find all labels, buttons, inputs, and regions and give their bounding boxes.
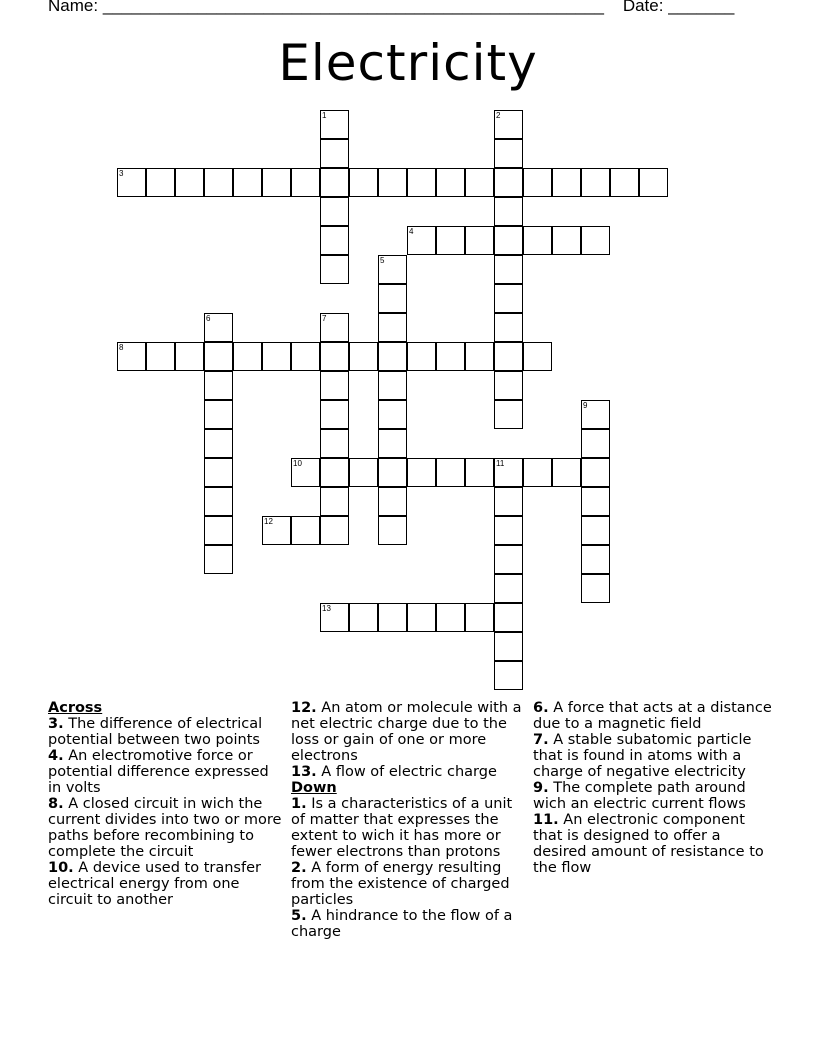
cell-number: 9 [583, 401, 588, 410]
clue-across-12 [291, 700, 529, 764]
grid-cell[interactable] [436, 603, 465, 632]
grid-cell[interactable] [378, 487, 407, 516]
clue-number: 6. [533, 700, 549, 716]
grid-cell[interactable] [436, 226, 465, 255]
page-title: Electricity [278, 34, 538, 92]
grid-cell[interactable] [407, 603, 436, 632]
grid-cell[interactable] [320, 197, 349, 226]
grid-cell[interactable] [494, 632, 523, 661]
grid-cell[interactable] [378, 603, 407, 632]
clue-text: The difference of electrical potential between two points [48, 716, 263, 748]
clue-down-5 [291, 908, 529, 940]
grid-cell[interactable] [233, 168, 262, 197]
grid-cell[interactable] [117, 342, 146, 371]
grid-cell[interactable] [494, 110, 523, 139]
grid-cell[interactable] [320, 139, 349, 168]
grid-cell[interactable] [175, 342, 204, 371]
clue-text: A flow of electric charge [321, 764, 497, 780]
cell-number: 7 [322, 314, 327, 323]
cell-number: 4 [409, 227, 414, 236]
cell-number: 2 [496, 111, 501, 120]
grid-cell[interactable] [378, 371, 407, 400]
grid-cell[interactable] [291, 516, 320, 545]
clue-down-11 [533, 812, 773, 876]
clue-text: A stable subatomic particle that is found in atoms with a charge of negative electricity [533, 732, 752, 780]
grid-cell[interactable] [494, 313, 523, 342]
grid-cell[interactable] [494, 661, 523, 690]
clue-number: 1. [291, 796, 307, 812]
grid-cell[interactable] [581, 545, 610, 574]
clue-text: An electromotive force or potential difference expressed in volts [48, 748, 269, 796]
grid-cell[interactable] [349, 342, 378, 371]
name-line[interactable]: _____________________________________________________ [102, 0, 604, 15]
date-label: Date: [622, 0, 664, 15]
clue-down-9 [533, 780, 773, 812]
down-heading: Down [291, 780, 337, 796]
clue-number: 3. [48, 716, 64, 732]
grid-cell[interactable] [320, 516, 349, 545]
grid-cell[interactable] [204, 342, 233, 371]
clue-number: 4. [48, 748, 64, 764]
grid-cell[interactable] [291, 458, 320, 487]
cell-number: 6 [206, 314, 211, 323]
clue-text: A device used to transfer electrical energy from one circuit to another [48, 860, 261, 908]
grid-cell[interactable] [552, 458, 581, 487]
grid-cell[interactable] [523, 226, 552, 255]
cell-number: 12 [264, 517, 273, 526]
grid-cell[interactable] [552, 226, 581, 255]
grid-cell[interactable] [465, 603, 494, 632]
grid-cell[interactable] [262, 516, 291, 545]
grid-cell[interactable] [465, 168, 494, 197]
cell-number: 11 [496, 459, 505, 468]
clue-number: 10. [48, 860, 74, 876]
clue-down-7 [533, 732, 773, 780]
grid-cell[interactable] [494, 342, 523, 371]
clue-down-2 [291, 860, 529, 908]
grid-cell[interactable] [494, 400, 523, 429]
grid-cell[interactable] [320, 110, 349, 139]
grid-cell[interactable] [436, 458, 465, 487]
grid-cell[interactable] [581, 168, 610, 197]
grid-cell[interactable] [378, 429, 407, 458]
grid-cell[interactable] [407, 226, 436, 255]
grid-cell[interactable] [407, 168, 436, 197]
grid-cell[interactable] [291, 342, 320, 371]
clue-number: 2. [291, 860, 307, 876]
clue-number: 9. [533, 780, 549, 796]
grid-cell[interactable] [581, 574, 610, 603]
grid-cell[interactable] [465, 342, 494, 371]
grid-cell[interactable] [407, 342, 436, 371]
grid-cell[interactable] [320, 226, 349, 255]
grid-cell[interactable] [204, 487, 233, 516]
grid-cell[interactable] [465, 458, 494, 487]
grid-cell[interactable] [291, 168, 320, 197]
cell-number: 8 [119, 343, 124, 352]
clue-across-3 [48, 716, 283, 748]
clue-text: A form of energy resulting from the existence of charged particles [291, 860, 510, 908]
grid-cell[interactable] [494, 458, 523, 487]
cell-number: 10 [293, 459, 302, 468]
grid-cell[interactable] [581, 400, 610, 429]
grid-cell[interactable] [494, 516, 523, 545]
grid-cell[interactable] [146, 342, 175, 371]
grid-cell[interactable] [320, 429, 349, 458]
grid-cell[interactable] [494, 574, 523, 603]
grid-cell[interactable] [523, 458, 552, 487]
grid-cell[interactable] [407, 458, 436, 487]
clue-across-8 [48, 796, 283, 860]
across-heading: Across [48, 700, 103, 716]
grid-cell[interactable] [523, 342, 552, 371]
clue-number: 13. [291, 764, 317, 780]
grid-cell[interactable] [581, 226, 610, 255]
grid-cell[interactable] [581, 516, 610, 545]
clue-number: 7. [533, 732, 549, 748]
grid-cell[interactable] [378, 255, 407, 284]
cell-number: 3 [119, 169, 124, 178]
clue-text: An electronic component that is designed to offer a desired amount of resistance to the flow [533, 812, 764, 876]
clue-number: 11. [533, 812, 559, 828]
grid-cell[interactable] [204, 313, 233, 342]
grid-cell[interactable] [146, 168, 175, 197]
clue-text: An atom or molecule with a net electric charge due to the loss or gain of one or more electrons [291, 700, 522, 764]
grid-cell[interactable] [494, 371, 523, 400]
grid-cell[interactable] [494, 168, 523, 197]
grid-cell[interactable] [349, 458, 378, 487]
grid-cell[interactable] [204, 168, 233, 197]
grid-cell[interactable] [494, 487, 523, 516]
grid-cell[interactable] [378, 516, 407, 545]
grid-cell[interactable] [262, 168, 291, 197]
grid-cell[interactable] [320, 255, 349, 284]
grid-cell[interactable] [117, 168, 146, 197]
grid-cell[interactable] [378, 458, 407, 487]
grid-cell[interactable] [581, 429, 610, 458]
clue-number: 5. [291, 908, 307, 924]
grid-cell[interactable] [320, 313, 349, 342]
clue-column-2 [291, 700, 529, 940]
grid-cell[interactable] [494, 139, 523, 168]
grid-cell[interactable] [204, 400, 233, 429]
clue-text: A closed circuit in wich the current divides into two or more paths before recombining to complete the circuit [48, 796, 282, 860]
clue-down-6 [533, 700, 773, 732]
grid-cell[interactable] [494, 545, 523, 574]
grid-cell[interactable] [552, 168, 581, 197]
grid-cell[interactable] [204, 429, 233, 458]
clue-number: 12. [291, 700, 317, 716]
clue-column-1 [48, 700, 283, 908]
date-line[interactable]: _______ [668, 0, 735, 15]
grid-cell[interactable] [262, 342, 291, 371]
clue-across-13 [291, 764, 529, 780]
grid-cell[interactable] [320, 487, 349, 516]
clue-text: The complete path around wich an electric current flows [533, 780, 746, 812]
grid-cell[interactable] [320, 371, 349, 400]
grid-cell[interactable] [436, 342, 465, 371]
clue-column-3 [533, 700, 773, 876]
grid-cell[interactable] [349, 603, 378, 632]
grid-cell[interactable] [204, 458, 233, 487]
grid-cell[interactable] [523, 168, 552, 197]
grid-cell[interactable] [610, 168, 639, 197]
grid-cell[interactable] [320, 458, 349, 487]
grid-cell[interactable] [233, 342, 262, 371]
clue-across-10 [48, 860, 283, 908]
grid-cell[interactable] [378, 400, 407, 429]
grid-cell[interactable] [581, 487, 610, 516]
grid-cell[interactable] [378, 284, 407, 313]
grid-cell[interactable] [378, 168, 407, 197]
grid-cell[interactable] [378, 342, 407, 371]
grid-cell[interactable] [465, 226, 494, 255]
grid-cell[interactable] [320, 603, 349, 632]
grid-cell[interactable] [204, 545, 233, 574]
grid-cell[interactable] [494, 226, 523, 255]
grid-cell[interactable] [494, 255, 523, 284]
grid-cell[interactable] [320, 342, 349, 371]
grid-cell[interactable] [581, 458, 610, 487]
clue-down-1 [291, 796, 529, 860]
clue-text: Is a characteristics of a unit of matter that expresses the extent to wich it has more or fewer electrons than protons [291, 796, 513, 860]
grid-cell[interactable] [175, 168, 204, 197]
clue-across-4 [48, 748, 283, 796]
cell-number: 13 [322, 604, 331, 613]
grid-cell[interactable] [320, 168, 349, 197]
grid-cell[interactable] [639, 168, 668, 197]
cell-number: 5 [380, 256, 385, 265]
grid-cell[interactable] [204, 516, 233, 545]
grid-cell[interactable] [204, 371, 233, 400]
grid-cell[interactable] [349, 168, 378, 197]
grid-cell[interactable] [378, 313, 407, 342]
grid-cell[interactable] [494, 284, 523, 313]
clue-number: 8. [48, 796, 64, 812]
grid-cell[interactable] [320, 400, 349, 429]
clue-text: A force that acts at a distance due to a magnetic field [533, 700, 772, 732]
grid-cell[interactable] [494, 197, 523, 226]
clue-text: A hindrance to the flow of a charge [291, 908, 513, 940]
name-label: Name: [48, 0, 99, 15]
grid-cell[interactable] [436, 168, 465, 197]
cell-number: 1 [322, 111, 327, 120]
grid-cell[interactable] [494, 603, 523, 632]
